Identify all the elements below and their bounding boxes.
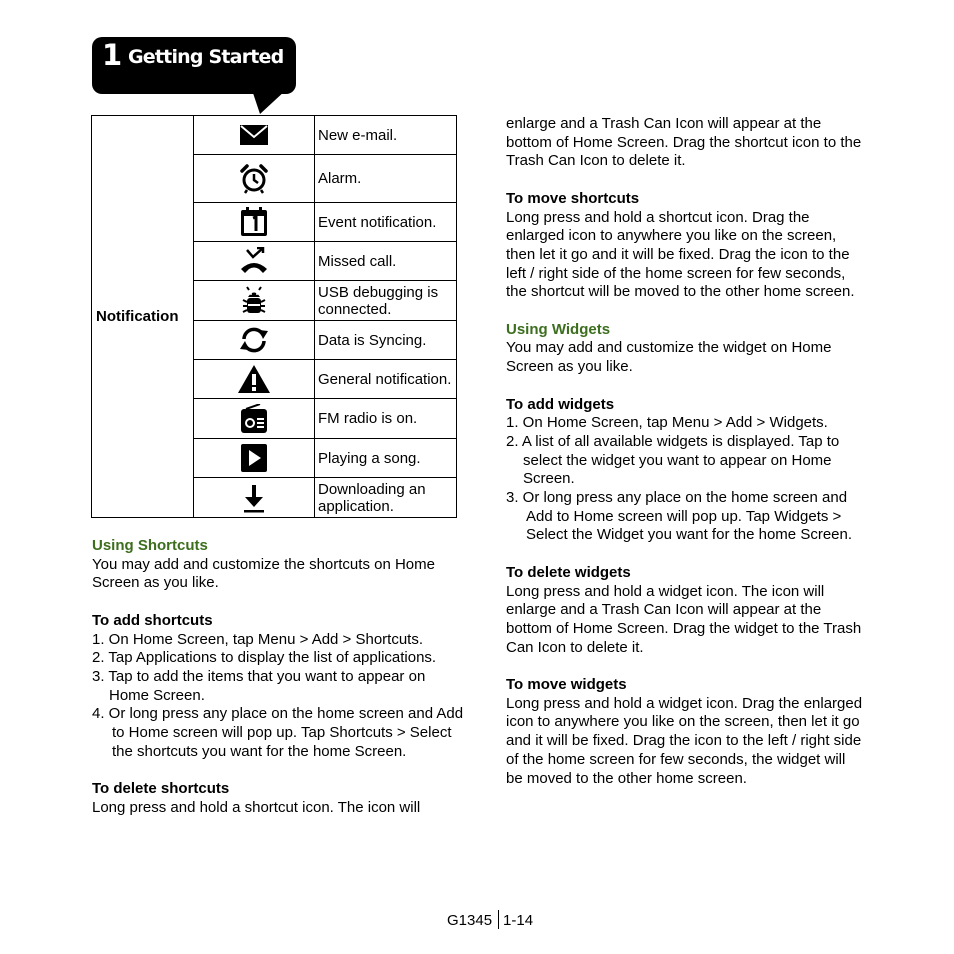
- list-item: 1. On Home Screen, tap Menu > Add > Shortcuts.: [92, 630, 424, 648]
- notification-description: Alarm.: [315, 155, 457, 203]
- footer-divider: [498, 910, 499, 929]
- chapter-badge-tail: [252, 90, 286, 114]
- paragraph: Long press and hold a widget icon. The icon will enlarge and a Trash Can Icon will appear at the bottom of Home Screen. Drag the widget to the Trash Can Icon to delete it.: [506, 582, 862, 656]
- radio-icon: [194, 399, 315, 439]
- subsection-heading: To delete shortcuts: [92, 780, 230, 798]
- chapter-number: 1: [102, 38, 122, 72]
- alarm-clock-icon: [194, 155, 315, 203]
- envelope-icon: [194, 116, 315, 155]
- notification-description: Missed call.: [315, 242, 457, 281]
- subsection-heading: To move shortcuts: [506, 189, 640, 207]
- subsection-heading: To move widgets: [506, 676, 627, 694]
- chapter-title: Getting Started: [128, 46, 284, 68]
- section-heading: Using Shortcuts: [92, 537, 208, 554]
- notification-description: Playing a song.: [315, 439, 457, 478]
- notification-description: New e-mail.: [315, 116, 457, 155]
- notification-description: General notification.: [315, 360, 457, 399]
- right-column: [506, 115, 866, 788]
- paragraph: Long press and hold a widget icon. Drag the enlarged icon to anywhere you like on the screen, then let it go and it will be fixed. Drag the icon to the left / right side of the home screen for few seconds, the widget will be moved to the other home screen.: [506, 694, 863, 787]
- sync-icon: [194, 321, 315, 360]
- list-item: 2. Tap Applications to display the list of applications.: [92, 649, 437, 667]
- section-heading: Using Widgets: [506, 320, 611, 338]
- paragraph: Long press and hold a shortcut icon. The icon will: [92, 798, 421, 816]
- list-item: 1. On Home Screen, tap Menu > Add > Widgets.: [506, 414, 828, 432]
- notification-description: Downloading an application.: [315, 478, 457, 518]
- notification-category-label: Notification: [92, 116, 194, 518]
- paragraph: You may add and customize the shortcuts on Home Screen as you like.: [92, 555, 435, 592]
- notification-description: Event notification.: [315, 203, 457, 242]
- paragraph: Long press and hold a shortcut icon. Drag the enlarged icon to anywhere you like on the screen, then let it go and it will be fixed. Drag the icon to the left / right side of the home screen for few seconds, the shortcut will be moved to the other home screen.: [506, 208, 855, 301]
- paragraph: enlarge and a Trash Can Icon will appear at the bottom of Home Screen. Drag the shortcut icon to the Trash Can Icon to delete it.: [506, 115, 862, 170]
- subsection-heading: To delete widgets: [506, 563, 631, 581]
- android-debug-icon: [194, 281, 315, 321]
- notification-table: [91, 115, 457, 518]
- notification-description: FM radio is on.: [315, 399, 457, 439]
- calendar-icon: [194, 203, 315, 242]
- notification-description: USB debugging is connected.: [315, 281, 457, 321]
- table-row: [92, 116, 457, 155]
- list-item: 3. Or long press any place on the home screen and Add to Home screen will pop up. Tap Widgets > Select the Widget you want for the home Screen.: [506, 489, 853, 544]
- list-item: 3. Tap to add the items that you want to appear on Home Screen.: [92, 667, 426, 704]
- subsection-heading: To add widgets: [506, 395, 615, 413]
- list-item: 4. Or long press any place on the home screen and Add to Home screen will pop up. Tap Shortcuts > Select the shortcuts you want for the home Screen.: [92, 705, 464, 760]
- page-footer: [447, 910, 533, 929]
- left-column: [92, 537, 464, 818]
- play-icon: [194, 439, 315, 478]
- page-number: 1-14: [503, 912, 534, 929]
- download-icon: [194, 478, 315, 518]
- notification-description: Data is Syncing.: [315, 321, 457, 360]
- paragraph: You may add and customize the widget on Home Screen as you like.: [506, 339, 832, 376]
- list-item: 2. A list of all available widgets is displayed. Tap to select the widget you want to appear on Home Screen.: [506, 432, 840, 488]
- model-number: G1345: [447, 912, 493, 929]
- warning-icon: [194, 360, 315, 399]
- missed-call-icon: [194, 242, 315, 281]
- subsection-heading: To add shortcuts: [92, 611, 213, 629]
